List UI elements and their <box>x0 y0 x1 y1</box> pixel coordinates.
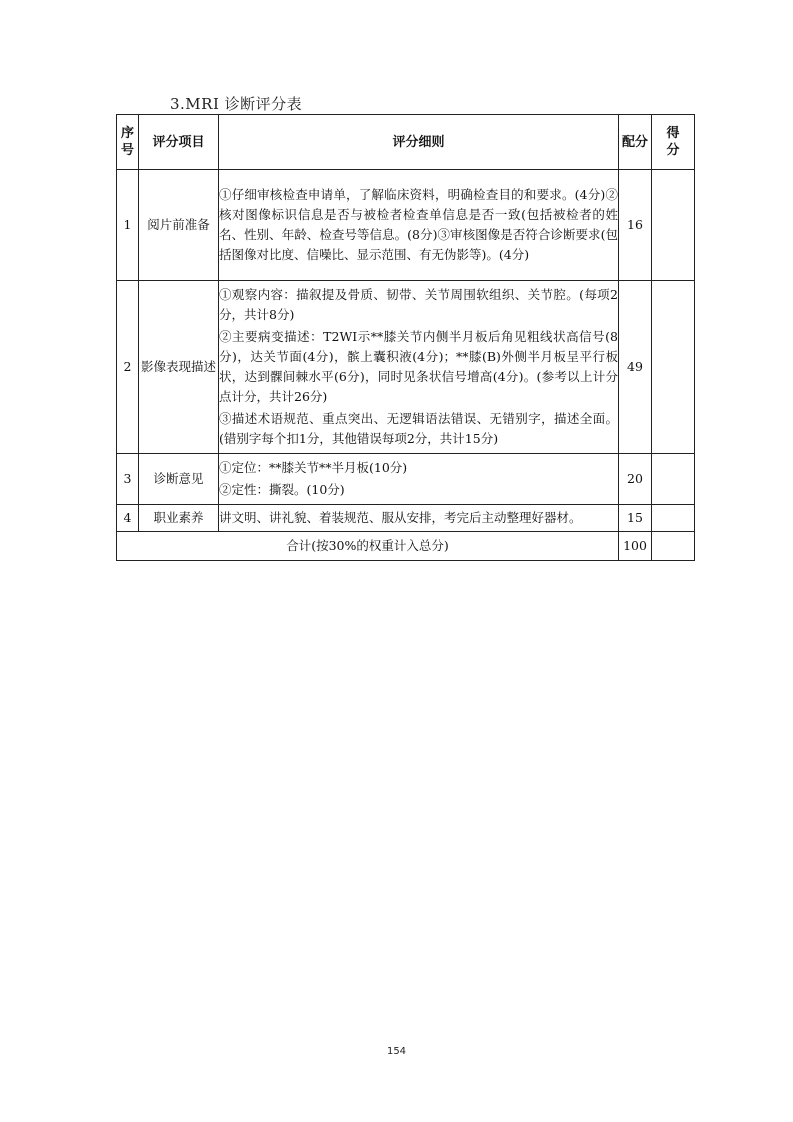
detail-text: ②定性：撕裂。(10分) <box>219 482 345 497</box>
row-got[interactable] <box>652 281 695 454</box>
row-score: 20 <box>619 454 652 505</box>
row-score: 16 <box>619 170 652 281</box>
row-detail <box>219 454 619 505</box>
total-row <box>117 532 695 561</box>
row-no: 2 <box>117 281 139 454</box>
row-detail <box>219 170 619 281</box>
table-row <box>117 170 695 281</box>
detail-text: ②主要病变描述：T2WI示**膝关节内侧半月板后角见粗线状高信号(8分)，达关节面(4分)，髌上囊积液(4分)；**膝(B)外侧半月板呈平行板状，达到髁间棘水平(6分)，同时见条状信号增高(4分)。(参考以上计分点计分，共计26分) <box>219 329 618 404</box>
row-got[interactable] <box>652 505 695 532</box>
table-row <box>117 505 695 532</box>
detail-text: ①仔细审核检查申请单，了解临床资料，明确检查目的和要求。(4分)②核对图像标识信息是否与被检者检查单信息是否一致(包括被检者的姓名、性别、年龄、检查号等信息。(8分)③审核图像是否符合诊断要求(包括图像对比度、信噪比、显示范围、有无伪影等)。(4分) <box>219 187 618 262</box>
header-item: 评分项目 <box>139 115 219 170</box>
detail-text: ①定位：**膝关节**半月板(10分) <box>219 460 408 475</box>
row-score: 49 <box>619 281 652 454</box>
header-got <box>652 115 695 170</box>
row-got[interactable] <box>652 454 695 505</box>
row-item: 职业素养 <box>139 505 219 532</box>
header-no-text: 序 号 <box>120 126 134 158</box>
header-no <box>117 115 139 170</box>
row-detail <box>219 505 619 532</box>
row-got[interactable] <box>652 170 695 281</box>
total-label: 合计(按30%的权重计入总分) <box>117 532 619 561</box>
row-no: 3 <box>117 454 139 505</box>
row-score: 15 <box>619 505 652 532</box>
table-header-row <box>117 115 695 170</box>
row-item: 影像表现描述 <box>139 281 219 454</box>
page-number: 154 <box>386 1046 407 1057</box>
header-detail: 评分细则 <box>219 115 619 170</box>
row-no: 4 <box>117 505 139 532</box>
table-row <box>117 454 695 505</box>
row-detail <box>219 281 619 454</box>
row-item: 阅片前准备 <box>139 170 219 281</box>
detail-text: ①观察内容：描叙提及骨质、韧带、关节周围软组织、关节腔。(每项2分，共计8分) <box>219 287 618 322</box>
total-got[interactable] <box>652 532 695 561</box>
mri-scoring-table <box>116 114 695 561</box>
detail-text: ③描述术语规范、重点突出、无逻辑语法错误、无错别字，描述全面。(错别字每个扣1分，其他错误每项2分，共计15分) <box>219 411 618 446</box>
row-item: 诊断意见 <box>139 454 219 505</box>
header-got-text: 得 分 <box>666 126 680 158</box>
header-score: 配分 <box>619 115 652 170</box>
detail-text: 讲文明、讲礼貌、着装规范、服从安排，考完后主动整理好器材。 <box>219 510 582 525</box>
row-no: 1 <box>117 170 139 281</box>
section-title: 3.MRI 诊断评分表 <box>170 95 303 113</box>
table-row <box>117 281 695 454</box>
total-score: 100 <box>619 532 652 561</box>
